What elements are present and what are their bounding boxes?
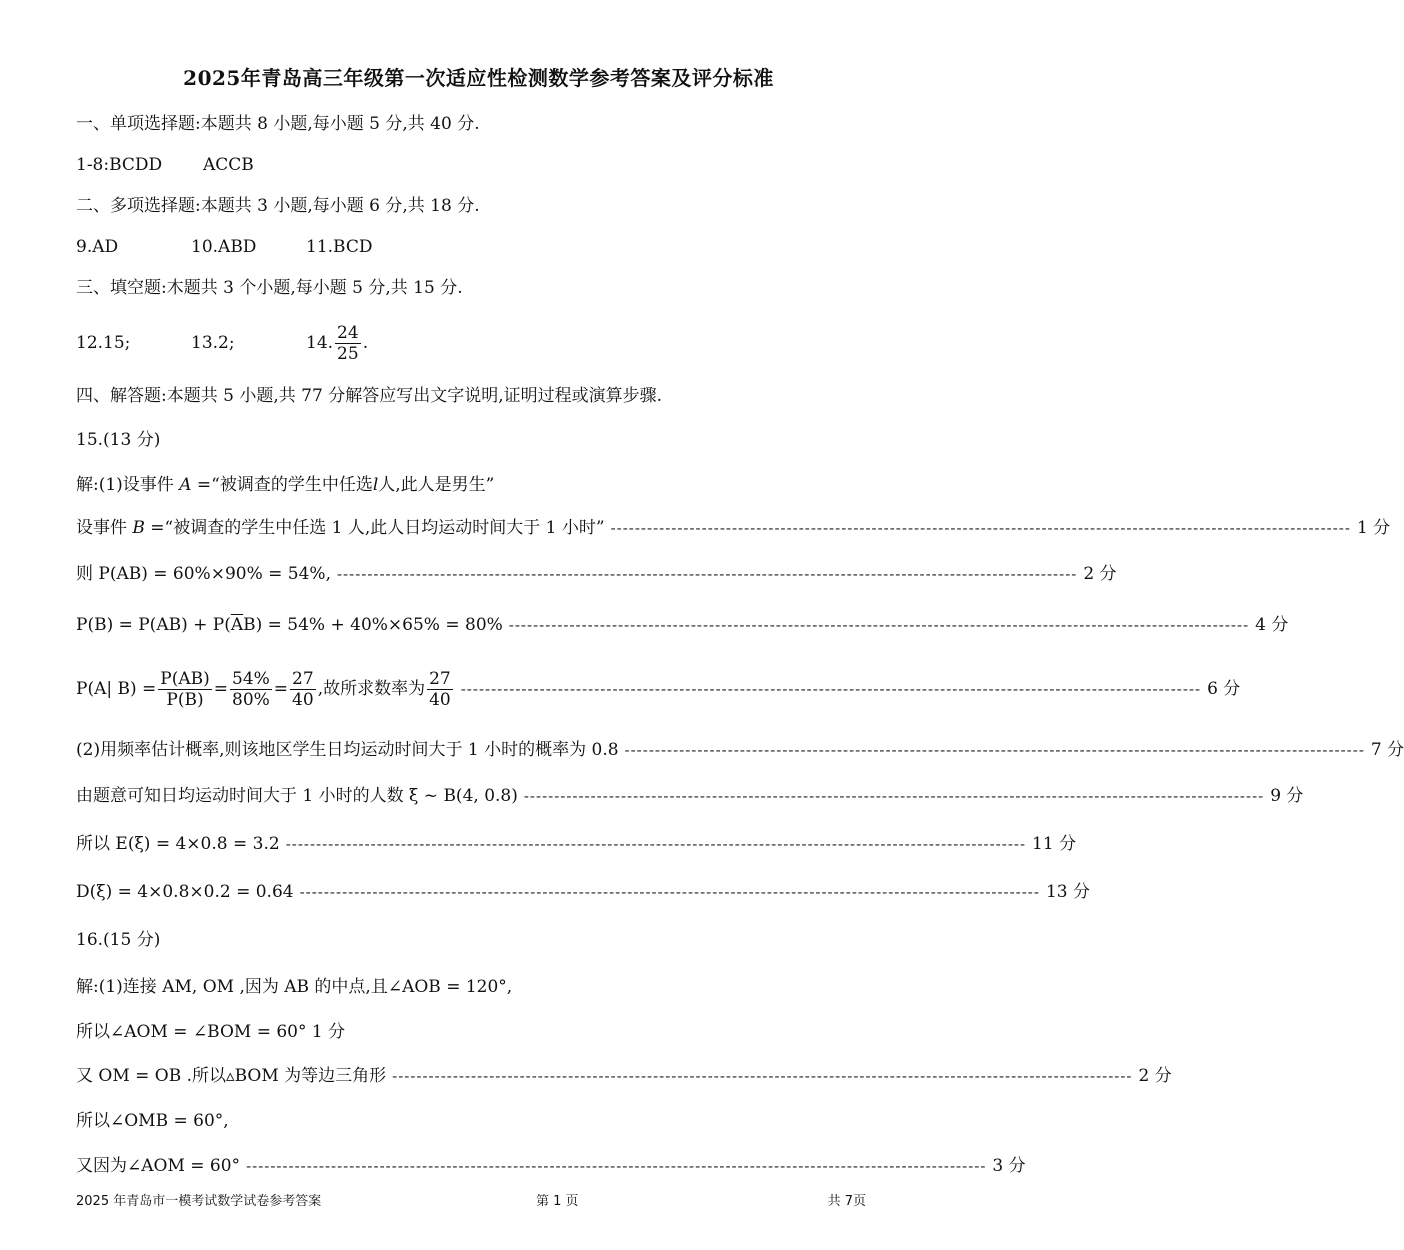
q15-line2: 设事件 B =“被调查的学生中任选 1 人,此人日均运动时间大于 1 小时” -------------------------------------------------------------------------------------------------------------------------- 1 分	[76, 518, 1391, 538]
leader-dashes: --------------------------------------------------------------------------------------------------------------------------	[246, 1157, 987, 1175]
footer-doc-title: 2025 年青岛市一模考试数学试卷参考答案	[76, 1194, 322, 1209]
score-mark: 7 分	[1370, 740, 1404, 760]
q15-line1: 解:(1)设事件 A =“被调查的学生中任选l人,此人是男生”	[76, 475, 495, 495]
leader-dashes: --------------------------------------------------------------------------------------------------------------------------	[392, 1067, 1133, 1085]
answer-q9: 9.AD	[76, 237, 119, 257]
q15-line5: P(A| B) = $\frac{P(AB)}{P(B)}$ = $\frac{54\%}{80\%}$ = $\frac{27}{40}$ ,故所求数率为 $\frac{27}{40}$ -------------------------------------------------------------------------------------------------------------------------- 6 分	[76, 668, 1241, 710]
section1-heading: 一、单项选择题:本题共 8 小题,每小题 5 分,共 40 分.	[76, 114, 480, 134]
fraction: $\frac{P(AB)}{P(B)}$	[160, 668, 210, 710]
answers-1-4: 1-8:BCDD	[76, 155, 163, 175]
leader-dashes: --------------------------------------------------------------------------------------------------------------------------	[523, 787, 1265, 805]
q15-header: 15.(13 分)	[76, 430, 161, 450]
leader-dashes: --------------------------------------------------------------------------------------------------------------------------	[285, 835, 1027, 853]
answers-5-8: ACCB	[203, 155, 254, 175]
q15-line8: 所以 E(ξ) = 4×0.8 = 3.2 -------------------------------------------------------------------------------------------------------------------------- 11 分	[76, 834, 1077, 854]
q15-line4: $P(B) = P(AB) + P(\overline{A}B) = 54\% + 40\%\times 65\% = 80\%$ -------------------------------------------------------------------------------------------------------------------------- 4 分	[76, 615, 1289, 635]
q15-line3: 则 P(AB) = 60%×90% = 54%, -------------------------------------------------------------------------------------------------------------------------- 2 分	[76, 564, 1117, 584]
leader-dashes: --------------------------------------------------------------------------------------------------------------------------	[460, 680, 1202, 698]
q15-line9: D(ξ) = 4×0.8×0.2 = 0.64 -------------------------------------------------------------------------------------------------------------------------- 13 分	[76, 882, 1090, 902]
q16-line1: 解:(1)连接 AM, OM ,因为 AB 的中点,且∠AOB = 120°,	[76, 977, 513, 997]
score-mark: 4 分	[1255, 615, 1289, 635]
section2-answers	[76, 235, 882, 259]
score-mark: 13 分	[1045, 882, 1090, 902]
fraction: $\frac{54\%}{80\%}$	[232, 668, 270, 710]
q16-header: 16.(15 分)	[76, 930, 161, 950]
answer-q10: 10.ABD	[191, 237, 257, 257]
leader-dashes: --------------------------------------------------------------------------------------------------------------------------	[508, 616, 1250, 634]
q16-line5: 又因为∠AOM = 60° -------------------------------------------------------------------------------------------------------------------------- 3 分	[76, 1156, 1026, 1176]
q16-line4: 所以∠OMB = 60°,	[76, 1111, 229, 1131]
score-mark: 3 分	[992, 1156, 1026, 1176]
answer-q12: 12.15;	[76, 333, 131, 353]
answer-q14-fraction: $\frac{24}{25}$	[337, 322, 359, 364]
section3-answers: 12.15; 13.2; 14. $\frac{24}{25}$ .	[76, 322, 369, 364]
footer-page-number: 第 1 页	[536, 1194, 579, 1209]
q15-line6: (2)用频率估计概率,则该地区学生日均运动时间大于 1 小时的概率为 0.8 -------------------------------------------------------------------------------------------------------------------------- 7 分	[76, 740, 1404, 760]
section3-heading: 三、填空题:木题共 3 个小题,每小题 5 分,共 15 分.	[76, 278, 463, 298]
section2-heading: 二、多项选择题:本题共 3 小题,每小题 6 分,共 18 分.	[76, 196, 480, 216]
q16-line3: 又 OM = OB .所以▵BOM 为等边三角形 -------------------------------------------------------------------------------------------------------------------------- 2 分	[76, 1066, 1172, 1086]
score-mark: 2 分	[1083, 564, 1117, 584]
section4-heading: 四、解答题:本题共 5 小题,共 77 分解答应写出文字说明,证明过程或演算步骤.	[76, 386, 663, 406]
answer-q13: 13.2;	[191, 333, 235, 353]
score-mark: 11 分	[1032, 834, 1077, 854]
leader-dashes: --------------------------------------------------------------------------------------------------------------------------	[336, 565, 1078, 583]
page-title: 2025年青岛高三年级第一次适应性检测数学参考答案及评分标准	[183, 66, 774, 90]
leader-dashes: --------------------------------------------------------------------------------------------------------------------------	[624, 741, 1365, 759]
footer-page-total: 共 7页	[827, 1194, 866, 1209]
q15-line7: 由题意可知日均运动时间大于 1 小时的人数 ξ ~ B(4, 0.8) -------------------------------------------------------------------------------------------------------------------------- 9 分	[76, 786, 1304, 806]
leader-dashes: --------------------------------------------------------------------------------------------------------------------------	[299, 883, 1040, 901]
score-mark: 1 分	[1356, 518, 1391, 538]
fraction: $\frac{27}{40}$	[292, 668, 314, 710]
section1-answers	[76, 153, 882, 177]
leader-dashes: --------------------------------------------------------------------------------------------------------------------------	[610, 519, 1351, 537]
q16-line2: 所以∠AOM = ∠BOM = 60° 1 分	[76, 1022, 346, 1042]
answer-q11: 11.BCD	[306, 237, 373, 257]
score-mark: 2 分	[1138, 1066, 1172, 1086]
score-mark: 6 分	[1207, 679, 1241, 699]
score-mark: 9 分	[1270, 786, 1304, 806]
fraction: $\frac{27}{40}$	[429, 668, 451, 710]
answer-q14-prefix: 14.	[306, 333, 334, 353]
